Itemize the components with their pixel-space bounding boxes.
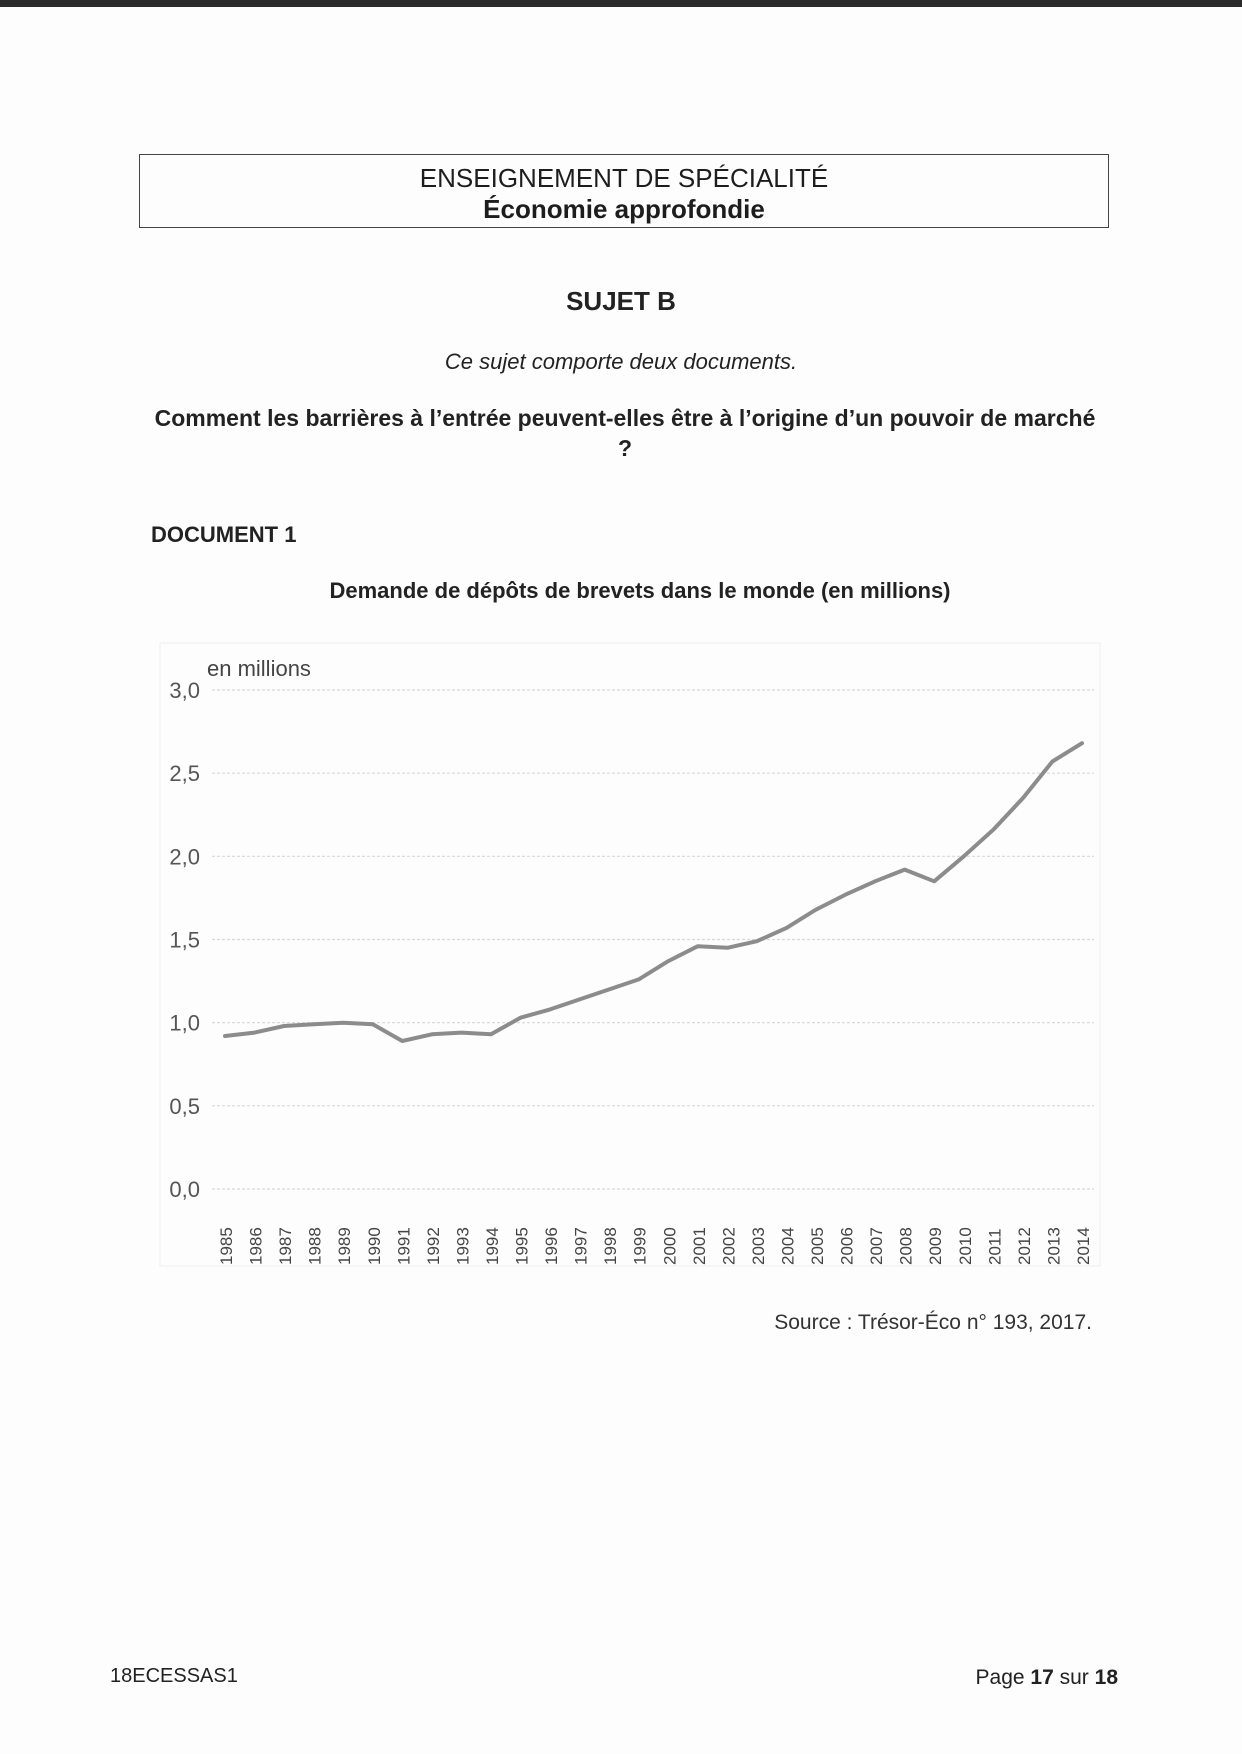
data-point [223,1034,226,1037]
data-point [548,1008,551,1011]
x-tick-label: 1991 [394,1227,414,1265]
x-tick-label: 2004 [778,1227,798,1265]
data-point [785,926,788,929]
page-sep: sur [1059,1666,1089,1689]
x-tick-label: 2014 [1074,1227,1093,1265]
page-number [976,1666,1118,1690]
chart-x-axis [217,1227,1093,1265]
x-tick-label: 2008 [896,1227,916,1265]
x-tick-label: 1985 [217,1227,236,1265]
subject-question: Comment les barrières à l’entrée peuvent-elles être à l’origine d’un pouvoir de marché ? [154,405,1096,461]
x-tick-label: 1993 [453,1227,473,1265]
header-title: ENSEIGNEMENT DE SPÉCIALITÉ [419,163,829,193]
data-point [844,893,847,896]
x-tick-label: 2002 [719,1227,739,1265]
data-point [253,1031,256,1034]
x-tick-label: 2011 [985,1228,1005,1265]
chart-gridlines [212,690,1094,1189]
series-line-patents [225,743,1082,1041]
x-tick-label: 1998 [601,1227,621,1265]
x-tick-label: 2003 [748,1227,768,1265]
data-point [667,960,670,963]
source-note: Source : Trésor-Éco n° 193, 2017. [774,1311,1092,1334]
chart-frame [160,643,1100,1266]
exam-code: 18ECESSAS1 [110,1665,238,1687]
page-prefix: Page [975,1666,1025,1689]
data-point [903,868,906,871]
data-point [696,945,699,948]
y-tick-label: 0,5 [169,1093,200,1119]
data-point [430,1033,433,1036]
y-tick-label: 1,5 [169,927,200,953]
y-tick-label: 2,0 [169,844,200,870]
document-label: DOCUMENT 1 [151,522,297,547]
data-point [608,988,611,991]
y-tick-label: 1,0 [169,1010,200,1036]
header-subtitle: Économie approfondie [483,194,765,224]
data-point [312,1023,315,1026]
data-point [874,880,877,883]
data-point [371,1023,374,1026]
x-tick-label: 1986 [246,1227,266,1265]
x-tick-label: 1999 [630,1227,650,1265]
x-tick-label: 2009 [926,1227,946,1265]
page-current: 17 [1030,1666,1054,1689]
chart-points [223,742,1083,1043]
y-tick-label: 0,0 [169,1177,200,1202]
data-point [1051,760,1054,763]
data-point [401,1039,404,1042]
y-tick-label: 2,5 [169,761,200,787]
data-point [755,940,758,943]
x-tick-label: 2000 [660,1227,680,1265]
data-point [933,880,936,883]
x-tick-label: 1988 [305,1227,325,1265]
x-tick-label: 1997 [571,1227,591,1265]
data-point [814,908,817,911]
page-total: 18 [1094,1666,1118,1689]
x-tick-label: 1990 [364,1227,384,1265]
x-tick-label: 1996 [542,1227,562,1265]
data-point [726,946,729,949]
subject-heading: SUJET B [566,286,676,316]
x-tick-label: 1987 [276,1227,296,1265]
unit-label: en millions [207,656,311,681]
data-point [519,1016,522,1019]
x-tick-label: 2005 [808,1227,828,1265]
x-tick-label: 1989 [335,1227,355,1265]
data-point [992,828,995,831]
data-point [460,1031,463,1034]
subject-intro: Ce sujet comporte deux documents. [444,349,798,374]
document-title: Demande de dépôts de brevets dans le monde (en millions) [329,578,951,603]
x-tick-label: 1992 [423,1227,443,1265]
data-point [1021,797,1024,800]
x-tick-label: 1995 [512,1227,532,1265]
x-tick-label: 2012 [1014,1227,1034,1265]
chart-y-axis [169,678,200,1202]
data-point [489,1033,492,1036]
data-point [283,1024,286,1027]
x-tick-label: 1994 [482,1227,502,1265]
x-tick-label: 2013 [1044,1227,1064,1265]
data-point [637,978,640,981]
x-tick-label: 2010 [955,1227,975,1265]
data-point [1080,742,1083,745]
data-point [578,998,581,1001]
x-tick-label: 2006 [837,1227,857,1265]
data-point [962,855,965,858]
x-tick-label: 2001 [689,1227,709,1265]
y-tick-label: 3,0 [169,678,200,703]
data-point [342,1021,345,1024]
x-tick-label: 2007 [867,1227,887,1265]
